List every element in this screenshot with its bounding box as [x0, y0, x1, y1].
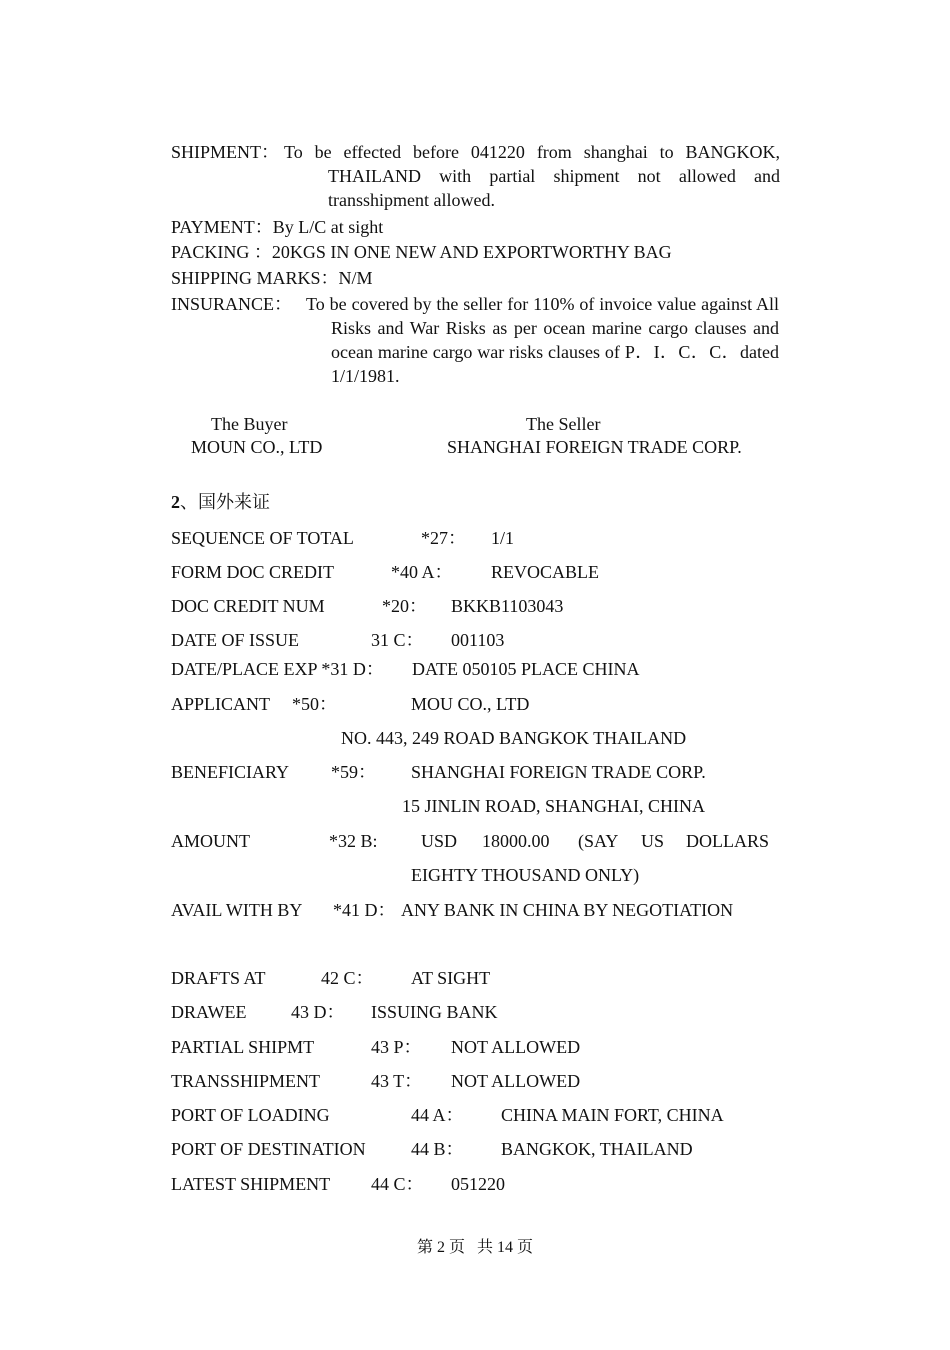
- applicant-address: NO. 443, 249 ROAD BANGKOK THAILAND: [341, 728, 687, 748]
- payment-line: PAYMENT：By L/C at sight: [171, 217, 384, 237]
- field-value: SHANGHAI FOREIGN TRADE CORP.: [411, 762, 706, 782]
- field-label: AVAIL WITH BY: [171, 900, 303, 920]
- section-number: 2: [171, 492, 180, 512]
- field-value: AT SIGHT: [411, 968, 491, 988]
- amount-dollars: DOLLARS: [686, 831, 770, 851]
- field-tag: 44 B：: [411, 1139, 464, 1159]
- amount-words: EIGHTY THOUSAND ONLY): [411, 865, 640, 885]
- field-label: LATEST SHIPMENT: [171, 1174, 331, 1194]
- field-tag: *27：: [421, 528, 466, 548]
- amount-us: US: [641, 831, 665, 851]
- field-tag: *20：: [382, 596, 427, 616]
- field-label: FORM DOC CREDIT: [171, 562, 335, 582]
- field-value: MOU CO., LTD: [411, 694, 530, 714]
- section-title: 、国外来证: [180, 492, 270, 512]
- amount-figure: 18000.00: [482, 831, 550, 851]
- seller-title: The Seller: [526, 414, 601, 434]
- field-label: DATE OF ISSUE: [171, 630, 300, 650]
- buyer-title: The Buyer: [211, 414, 288, 434]
- field-tag: 44 A：: [411, 1105, 464, 1125]
- field-tag: 44 C：: [371, 1174, 424, 1194]
- field-label: PARTIAL SHIPMT: [171, 1037, 315, 1057]
- field-label: DOC CREDIT NUM: [171, 596, 325, 616]
- field-value: ISSUING BANK: [371, 1002, 498, 1022]
- field-value: NOT ALLOWED: [451, 1071, 581, 1091]
- field-label: AMOUNT: [171, 831, 250, 851]
- field-tag: *32 B:: [329, 831, 378, 851]
- shipping-marks-line: SHIPPING MARKS：N/M: [171, 268, 373, 288]
- packing-line: PACKING ：20KGS IN ONE NEW AND EXPORTWORTHY BAG: [171, 242, 672, 262]
- amount-currency: USD: [421, 831, 458, 851]
- amount-say: (SAY: [578, 831, 619, 851]
- field-label: SEQUENCE OF TOTAL: [171, 528, 354, 548]
- field-label: BENEFICIARY: [171, 762, 290, 782]
- page-number: 第 2 页 共 14 页: [416, 1239, 533, 1256]
- field-label: PORT OF DESTINATION: [171, 1139, 366, 1159]
- field-value: DATE 050105 PLACE CHINA: [412, 659, 640, 679]
- field-value: 1/1: [491, 528, 515, 548]
- field-label: PORT OF LOADING: [171, 1105, 330, 1125]
- field-value: BKKB1103043: [451, 596, 564, 616]
- field-tag: 42 C：: [321, 968, 374, 988]
- field-label: DRAWEE: [171, 1002, 247, 1022]
- seller-name: SHANGHAI FOREIGN TRADE CORP.: [447, 437, 742, 457]
- field-value: 051220: [451, 1174, 505, 1194]
- field-tag: *50：: [292, 694, 337, 714]
- field-label: APPLICANT: [171, 694, 271, 714]
- field-label: DATE/PLACE EXP *31 D：: [171, 659, 384, 679]
- section-heading: [171, 491, 270, 513]
- insurance-label: INSURANCE：: [171, 294, 293, 314]
- field-value: ANY BANK IN CHINA BY NEGOTIATION: [401, 900, 734, 920]
- shipment-text: To be effected before 041220 from shanghai to BANGKOK, THAILAND with partial shipment not allowed and transshipment allowed.: [284, 142, 780, 210]
- beneficiary-address: 15 JINLIN ROAD, SHANGHAI, CHINA: [402, 796, 705, 816]
- field-value: CHINA MAIN FORT, CHINA: [501, 1105, 724, 1125]
- field-value: NOT ALLOWED: [451, 1037, 581, 1057]
- shipment-label: SHIPMENT：: [171, 142, 280, 162]
- field-label: TRANSSHIPMENT: [171, 1071, 321, 1091]
- field-tag: *40 A：: [391, 562, 453, 582]
- insurance-text: To be covered by the seller for 110% of invoice value against All Risks and War Risks as per ocean marine cargo clauses and ocean marine cargo war risks clauses of P．I．C．C．dated 1/1/1981.: [306, 294, 779, 386]
- field-value: 001103: [451, 630, 505, 650]
- field-tag: 43 D：: [291, 1002, 345, 1022]
- field-value: REVOCABLE: [491, 562, 599, 582]
- field-tag: *59：: [331, 762, 376, 782]
- field-tag: 43 T：: [371, 1071, 423, 1091]
- field-tag: *41 D：: [333, 900, 396, 920]
- field-value: BANGKOK, THAILAND: [501, 1139, 693, 1159]
- field-label: DRAFTS AT: [171, 968, 266, 988]
- field-tag: 43 P：: [371, 1037, 422, 1057]
- buyer-name: MOUN CO., LTD: [191, 437, 323, 457]
- field-tag: 31 C：: [371, 630, 424, 650]
